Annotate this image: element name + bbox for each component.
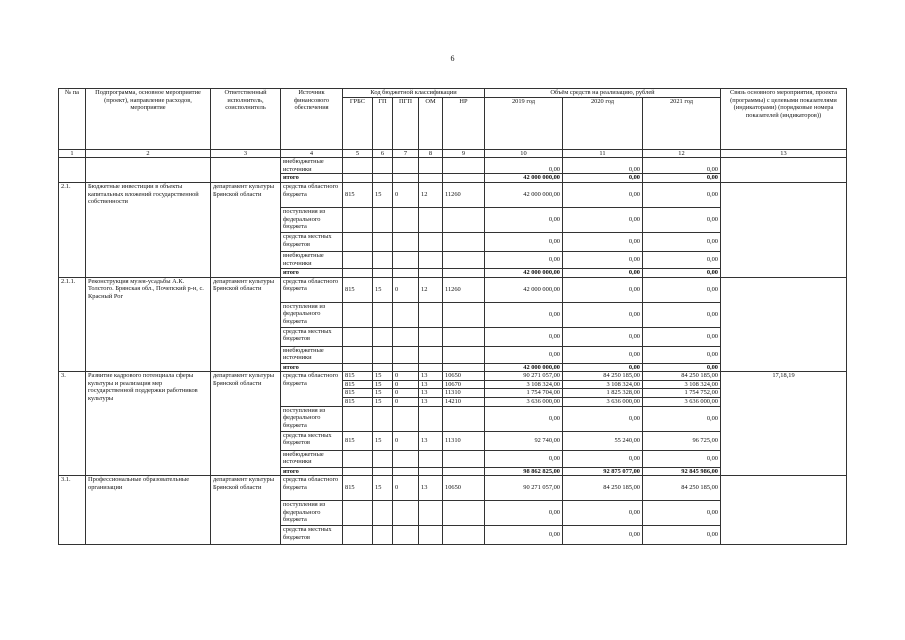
col-number: 11 xyxy=(563,149,643,158)
source-label: поступления из федерального бюджета xyxy=(281,207,343,232)
budget-table xyxy=(58,88,847,545)
value-2020: 3 636 000,00 xyxy=(563,397,643,406)
col-number: 1 xyxy=(59,149,86,158)
value-2020: 0,00 xyxy=(563,526,643,545)
value-2019: 0,00 xyxy=(485,232,563,251)
row-executor: департамент культуры Брянской области xyxy=(211,372,281,476)
value-2020: 0,00 xyxy=(563,406,643,431)
value-2019: 0,00 xyxy=(485,158,563,174)
total-2020: 0,00 xyxy=(563,174,643,183)
source-label: средства местных бюджетов xyxy=(281,431,343,450)
code-pgp: 0 xyxy=(393,277,419,302)
code-gp: 15 xyxy=(373,397,393,406)
code-nr: 14210 xyxy=(443,397,485,406)
source-label: внебюджетные источники xyxy=(281,450,343,467)
code-om: 13 xyxy=(419,431,443,450)
col-number: 2 xyxy=(86,149,211,158)
code-om: 13 xyxy=(419,380,443,389)
code-pgp: 0 xyxy=(393,476,419,501)
value-2021: 0,00 xyxy=(643,302,721,327)
cell-blank xyxy=(721,182,847,277)
value-2021: 3 108 324,00 xyxy=(643,380,721,389)
code-om: 13 xyxy=(419,397,443,406)
value-2020: 0,00 xyxy=(563,158,643,174)
source-label: средства областного бюджета xyxy=(281,476,343,501)
table-row xyxy=(59,182,847,207)
value-2021: 0,00 xyxy=(643,277,721,302)
header-om: ОМ xyxy=(419,97,443,149)
value-2021: 0,00 xyxy=(643,207,721,232)
table-row xyxy=(59,372,847,381)
table-row xyxy=(59,158,847,174)
total-2021: 0,00 xyxy=(643,268,721,277)
code-pgp: 0 xyxy=(393,389,419,398)
column-number-row xyxy=(59,149,847,158)
row-number: 3.1. xyxy=(59,476,86,545)
code-om: 12 xyxy=(419,277,443,302)
total-2020: 0,00 xyxy=(563,268,643,277)
value-2020: 0,00 xyxy=(563,207,643,232)
header-volume-group: Объём средств на реализацию, рублей xyxy=(485,89,721,98)
code-grbs: 815 xyxy=(343,476,373,501)
source-label: средства областного бюджета xyxy=(281,182,343,207)
header-2021: 2021 год xyxy=(643,97,721,149)
col-number: 9 xyxy=(443,149,485,158)
source-label: средства областного бюджета xyxy=(281,372,343,406)
cell-blank xyxy=(59,158,86,183)
value-2019: 0,00 xyxy=(485,406,563,431)
cell-blank xyxy=(721,277,847,372)
value-2019: 3 636 000,00 xyxy=(485,397,563,406)
total-2021: 0,00 xyxy=(643,174,721,183)
value-2021: 3 636 000,00 xyxy=(643,397,721,406)
value-2019: 42 000 000,00 xyxy=(485,182,563,207)
col-number: 4 xyxy=(281,149,343,158)
code-om: 13 xyxy=(419,372,443,381)
code-nr: 11260 xyxy=(443,277,485,302)
value-2021: 1 754 752,00 xyxy=(643,389,721,398)
row-number: 2.1.1. xyxy=(59,277,86,372)
row-number: 2.1. xyxy=(59,182,86,277)
col-number: 10 xyxy=(485,149,563,158)
code-grbs: 815 xyxy=(343,389,373,398)
value-2021: 0,00 xyxy=(643,526,721,545)
code-nr: 11260 xyxy=(443,182,485,207)
total-2020: 92 875 077,00 xyxy=(563,467,643,476)
header-nr: НР xyxy=(443,97,485,149)
value-2021: 0,00 xyxy=(643,182,721,207)
value-2021: 0,00 xyxy=(643,158,721,174)
value-2019: 0,00 xyxy=(485,327,563,346)
col-number: 5 xyxy=(343,149,373,158)
source-label: средства местных бюджетов xyxy=(281,327,343,346)
source-label: средства местных бюджетов xyxy=(281,232,343,251)
value-2019: 0,00 xyxy=(485,302,563,327)
value-2019: 0,00 xyxy=(485,346,563,363)
value-2019: 90 271 057,00 xyxy=(485,372,563,381)
code-grbs: 815 xyxy=(343,380,373,389)
source-label: внебюджетные источники xyxy=(281,346,343,363)
value-2021: 0,00 xyxy=(643,251,721,268)
value-2021: 0,00 xyxy=(643,327,721,346)
value-2019: 0,00 xyxy=(485,450,563,467)
table-row xyxy=(59,277,847,302)
value-2020: 55 240,00 xyxy=(563,431,643,450)
cell-blank xyxy=(721,476,847,545)
source-label: поступления из федерального бюджета xyxy=(281,501,343,526)
value-2020: 84 250 185,00 xyxy=(563,476,643,501)
header-2019: 2019 год xyxy=(485,97,563,149)
value-2021: 84 250 185,00 xyxy=(643,476,721,501)
value-2019: 0,00 xyxy=(485,526,563,545)
header-2020: 2020 год xyxy=(563,97,643,149)
value-2020: 0,00 xyxy=(563,277,643,302)
row-executor: департамент культуры Брянской области xyxy=(211,277,281,372)
value-2020: 0,00 xyxy=(563,346,643,363)
code-nr: 11310 xyxy=(443,389,485,398)
code-gp: 15 xyxy=(373,182,393,207)
value-2019: 0,00 xyxy=(485,251,563,268)
source-label: внебюджетные источники xyxy=(281,158,343,174)
code-pgp: 0 xyxy=(393,397,419,406)
col-number: 6 xyxy=(373,149,393,158)
row-link: 17,18,19 xyxy=(721,372,847,476)
cell-blank xyxy=(721,158,847,183)
total-2019: 98 862 825,00 xyxy=(485,467,563,476)
value-2021: 0,00 xyxy=(643,346,721,363)
code-nr: 11310 xyxy=(443,431,485,450)
row-name: Реконструкция музея-усадьбы А.К. Толстого. Брянская обл., Почепский р-н, с. Красный Рог xyxy=(86,277,211,372)
value-2019: 1 754 704,00 xyxy=(485,389,563,398)
total-label: итого xyxy=(281,174,343,183)
value-2020: 3 108 324,00 xyxy=(563,380,643,389)
col-number: 12 xyxy=(643,149,721,158)
header-gp: ГП xyxy=(373,97,393,149)
cell-blank xyxy=(211,158,281,183)
value-2020: 0,00 xyxy=(563,232,643,251)
code-pgp: 0 xyxy=(393,182,419,207)
value-2020: 0,00 xyxy=(563,327,643,346)
value-2019: 92 740,00 xyxy=(485,431,563,450)
header-program: Подпрограмма, основное мероприятие (проект), направление расходов, мероприятие xyxy=(86,89,211,150)
total-label: итого xyxy=(281,467,343,476)
source-label: поступления из федерального бюджета xyxy=(281,302,343,327)
header-pgp: ПГП xyxy=(393,97,419,149)
row-number: 3. xyxy=(59,372,86,476)
code-nr: 10650 xyxy=(443,372,485,381)
value-2019: 42 000 000,00 xyxy=(485,277,563,302)
value-2019: 0,00 xyxy=(485,207,563,232)
col-number: 3 xyxy=(211,149,281,158)
col-number: 8 xyxy=(419,149,443,158)
source-label: средства местных бюджетов xyxy=(281,526,343,545)
total-2021: 92 845 986,00 xyxy=(643,467,721,476)
cell-blank xyxy=(86,158,211,183)
total-2019: 42 000 000,00 xyxy=(485,363,563,372)
code-om: 13 xyxy=(419,389,443,398)
code-nr: 10650 xyxy=(443,476,485,501)
code-gp: 15 xyxy=(373,431,393,450)
row-name: Профессиональные образовательные организации xyxy=(86,476,211,545)
code-om: 13 xyxy=(419,476,443,501)
total-2021: 0,00 xyxy=(643,363,721,372)
value-2020: 0,00 xyxy=(563,450,643,467)
code-nr: 10670 xyxy=(443,380,485,389)
code-grbs: 815 xyxy=(343,277,373,302)
total-label: итого xyxy=(281,268,343,277)
header-num: № па xyxy=(59,89,86,150)
header-executor: Ответственный исполнитель, соисполнитель xyxy=(211,89,281,150)
header-grbs: ГРБС xyxy=(343,97,373,149)
source-label: средства областного бюджета xyxy=(281,277,343,302)
total-label: итого xyxy=(281,363,343,372)
row-executor: департамент культуры Брянской области xyxy=(211,182,281,277)
value-2020: 0,00 xyxy=(563,182,643,207)
code-pgp: 0 xyxy=(393,380,419,389)
code-om: 12 xyxy=(419,182,443,207)
total-2019: 42 000 000,00 xyxy=(485,268,563,277)
row-name: Бюджетные инвестиции в объекты капитальных вложений государственной собственности xyxy=(86,182,211,277)
header-row-1 xyxy=(59,89,847,98)
code-grbs: 815 xyxy=(343,431,373,450)
code-pgp: 0 xyxy=(393,372,419,381)
header-code-group: Код бюджетной классификации xyxy=(343,89,485,98)
source-label: поступления из федерального бюджета xyxy=(281,406,343,431)
header-link: Связь основного мероприятия, проекта (программы) с целевыми показателями (индикаторами) (порядковые номера показателей (индикаторов)) xyxy=(721,89,847,150)
col-number: 13 xyxy=(721,149,847,158)
value-2020: 0,00 xyxy=(563,302,643,327)
code-gp: 15 xyxy=(373,277,393,302)
header-source: Источник финансового обеспечения xyxy=(281,89,343,150)
value-2020: 0,00 xyxy=(563,501,643,526)
value-2021: 96 725,00 xyxy=(643,431,721,450)
value-2019: 90 271 057,00 xyxy=(485,476,563,501)
source-label: внебюджетные источники xyxy=(281,251,343,268)
value-2020: 84 250 185,00 xyxy=(563,372,643,381)
code-pgp: 0 xyxy=(393,431,419,450)
table-row xyxy=(59,476,847,501)
value-2021: 0,00 xyxy=(643,450,721,467)
total-2020: 0,00 xyxy=(563,363,643,372)
value-2021: 84 250 185,00 xyxy=(643,372,721,381)
code-gp: 15 xyxy=(373,372,393,381)
code-grbs: 815 xyxy=(343,397,373,406)
value-2019: 0,00 xyxy=(485,501,563,526)
code-grbs: 815 xyxy=(343,372,373,381)
value-2020: 1 825 328,00 xyxy=(563,389,643,398)
value-2021: 0,00 xyxy=(643,406,721,431)
total-2019: 42 000 000,00 xyxy=(485,174,563,183)
page-number: 6 xyxy=(450,54,455,63)
row-executor: департамент культуры Брянской области xyxy=(211,476,281,545)
code-gp: 15 xyxy=(373,389,393,398)
value-2021: 0,00 xyxy=(643,501,721,526)
code-grbs: 815 xyxy=(343,182,373,207)
value-2021: 0,00 xyxy=(643,232,721,251)
value-2019: 3 108 324,00 xyxy=(485,380,563,389)
code-gp: 15 xyxy=(373,380,393,389)
col-number: 7 xyxy=(393,149,419,158)
value-2020: 0,00 xyxy=(563,251,643,268)
code-gp: 15 xyxy=(373,476,393,501)
row-name: Развитие кадрового потенциала сферы культуры и реализация мер государственной поддержки работников культуры xyxy=(86,372,211,476)
